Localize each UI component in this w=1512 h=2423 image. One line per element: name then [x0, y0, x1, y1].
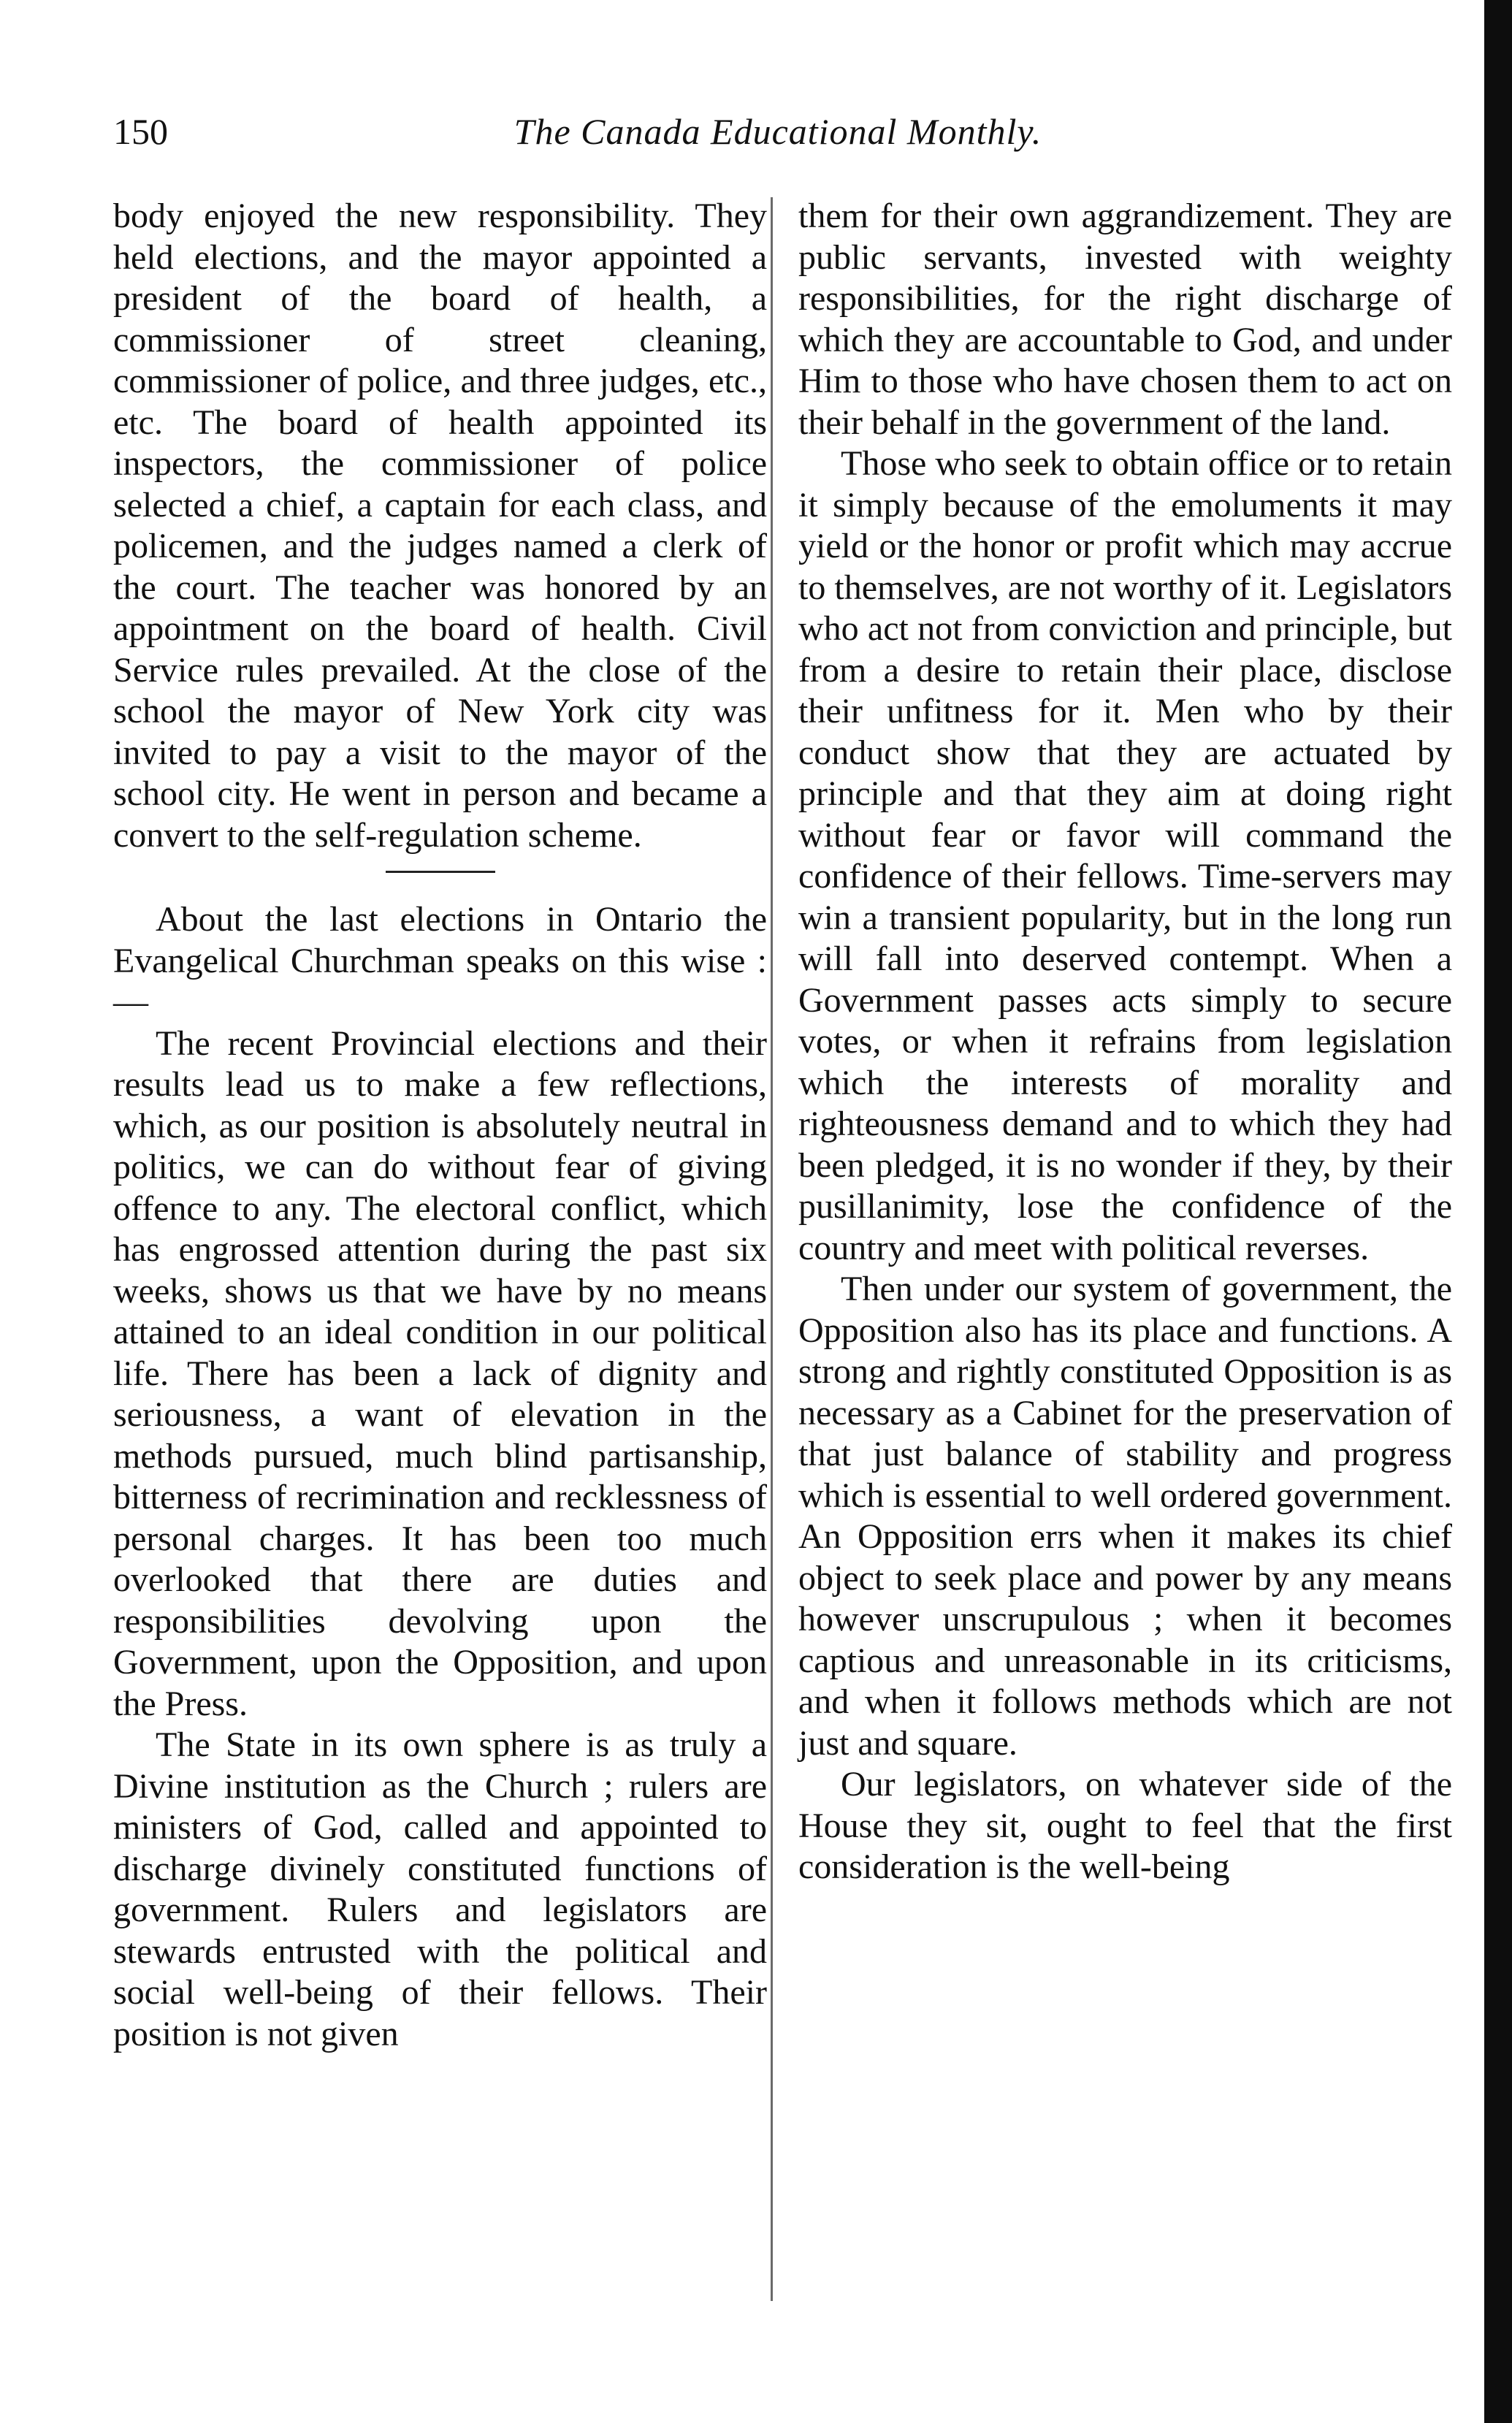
scan-edge-bar — [1484, 0, 1512, 2423]
body-paragraph: About the last elections in Ontario the Evangelical Churchman speaks on this wise :— — [113, 900, 767, 1021]
running-title: The Canada Educational Monthly. — [513, 111, 1042, 152]
body-paragraph: body enjoyed the new responsibility. They held elections, and the mayor appointed a president of the board of health, a commissioner of street cleaning, commissioner of police, and three judges, etc., etc. The board of health appointed its inspectors, the commissioner of police selected a chief, a captain for each class, and policemen, and the judges named a clerk of the court. The teacher was honored by an appointment on the board of health. Civil Service rules prevailed. At the close of the school the mayor of New York city was invited to pay a visit to the mayor of the school city. He went in person and became a convert to the self-regulation scheme. — [113, 196, 767, 855]
section-divider-rule — [386, 871, 495, 873]
column-divider — [771, 197, 773, 2301]
page-header — [113, 102, 1443, 161]
right-column — [798, 196, 1452, 1888]
body-paragraph: Then under our system of government, the Opposition also has its place and functions. A strong and rightly constituted Opposition is as necessary as a Cabinet for the preservation of that just balance of stability and progress which is essential to well ordered government. An Opposition errs when it makes its chief object to seek place and power by any means however unscrupulous ; when it becomes captious and unreasonable in its criticisms, and when it follows methods which are not just and square. — [798, 1270, 1452, 1763]
body-paragraph: Those who seek to obtain office or to retain it simply because of the emoluments it may yield or the honor or profit which may accrue to themselves, are not worthy of it. Legislators who act not from conviction and principle, but from a desire to retain their place, disclose their unfitness for it. Men who by their conduct show that they are actuated by principle and that they aim at doing right without fear or favor will command the confidence of their fellows. Time-servers may win a transient popularity, but in the long run will fall into deserved contempt. When a Government passes acts simply to secure votes, or when it refrains from legislation which the interests of morality and righteousness demand and to which they had been pledged, it is no wonder if they, by their pusillanimity, lose the confidence of the country and meet with political reverses. — [798, 444, 1452, 1267]
body-paragraph: Our legislators, on whatever side of the House they sit, ought to feel that the first consideration is the well-being — [798, 1765, 1452, 1886]
page-number: 150 — [113, 111, 168, 152]
body-paragraph: The recent Provincial elections and their results lead us to make a few reflections, which, as our position is absolutely neutral in politics, we can do without fear of giving offence to any. The electoral conflict, which has engrossed attention during the past six weeks, shows us that we have by no means attained to an ideal condition in our political life. There has been a lack of dignity and seriousness, a want of elevation in the methods pursued, much blind partisanship, bitterness of recrimination and recklessness of personal charges. It has been too much overlooked that there are duties and responsibilities devolving upon the Government, upon the Opposition, and upon the Press. — [113, 1023, 767, 1723]
body-paragraph: them for their own aggrandizement. They are public servants, invested with weighty responsibilities, for the right discharge of which they are accountable to God, and under Him to those who have chosen them to act on their behalf in the government of the land. — [798, 196, 1452, 442]
body-paragraph: The State in its own sphere is as truly a Divine institution as the Church ; rulers are ministers of God, called and appointed to discharge divinely constituted functions of government. Rulers and legislators are stewards entrusted with the political and social well-being of their fellows. Their position is not given — [113, 1725, 767, 2053]
left-column — [113, 196, 767, 2055]
